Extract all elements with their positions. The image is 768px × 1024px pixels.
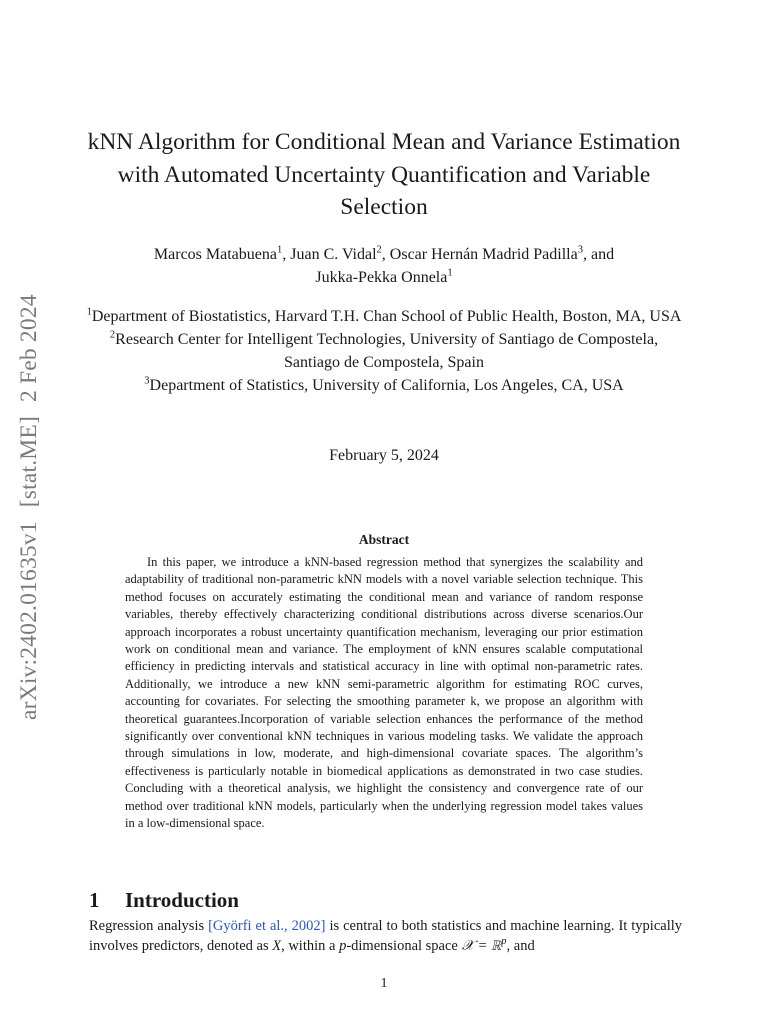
author: Oscar Hernán Madrid Padilla xyxy=(389,246,578,263)
intro-text: Regression analysis xyxy=(89,918,209,934)
affiliation-mark: 2 xyxy=(376,244,382,256)
citation-close-bracket[interactable]: ] xyxy=(320,918,326,934)
affiliation-text: Research Center for Intelligent Technologies, University of Santiago de Compostela, Santiago de Compostela, Spain xyxy=(115,331,659,371)
intro-text: , and xyxy=(506,938,535,954)
abstract-text: In this paper, we introduce a kNN-based regression method that synergizes the scalability and adaptability of traditional non-parametric kNN models with a novel variable selection technique. This method focuses on accurately estimating the conditional mean and variance of random response variables, thereby effectively characterizing conditional distributions across diverse scenarios.Our approach incorporates a robust uncertainty quantification mechanism, leveraging our prior estimation work on conditional mean and variance. The employment of kNN ensures scalable computational efficiency in predicting intervals and statistical accuracy in line with optimal non-parametric rates. Additionally, we introduce a new kNN semi-parametric algorithm for estimating ROC curves, accounting for covariates. For selecting the smoothing parameter k, we propose an algorithm with theoretical guarantees.Incorporation of variable selection enhances the performance of the method significantly over conventional kNN techniques in various modeling tasks. We validate the approach through simulations in low, moderate, and high-dimensional covariate spaces. The algorithm’s effectiveness is particularly notable in biomedical applications as demonstrated in two case studies. Concluding with a theoretical analysis, we highlight the consistency and convergence rate of our method over traditional kNN models, particularly when the underlying regression model takes values in a low-dimensional space. xyxy=(125,555,643,831)
author: Jukka-Pekka Onnela xyxy=(315,269,448,286)
arxiv-id[interactable]: arXiv:2402.01635v1 xyxy=(16,521,42,720)
section-number: 1 xyxy=(89,888,100,912)
author-list xyxy=(80,243,688,289)
arxiv-category: [stat.ME] xyxy=(16,416,42,508)
section-heading xyxy=(89,888,239,913)
arxiv-sidebar-stamp xyxy=(16,294,43,720)
affiliation-mark: 1 xyxy=(447,267,453,279)
math-variable: p xyxy=(339,938,347,954)
affiliation-mark: 1 xyxy=(86,306,92,318)
author-separator: , and xyxy=(582,246,615,263)
affiliation-mark: 1 xyxy=(276,244,283,256)
paper-date: February 5, 2024 xyxy=(329,447,439,464)
affiliation-list xyxy=(80,305,688,397)
math-variable: X xyxy=(272,938,282,954)
affiliation-text: Department of Biostatistics, Harvard T.H. Chan School of Public Health, Boston, MA, USA xyxy=(91,308,682,325)
intro-text: , within a xyxy=(281,938,340,954)
affiliation-mark: 2 xyxy=(109,329,116,341)
page-number: 1 xyxy=(380,976,388,991)
affiliation xyxy=(80,374,688,397)
intro-text: -dimensional space xyxy=(346,938,462,954)
math-superscript: p xyxy=(501,936,507,948)
arxiv-date: 2 Feb 2024 xyxy=(16,294,42,403)
author: Marcos Matabuena xyxy=(153,246,277,263)
section-title: Introduction xyxy=(125,888,239,912)
affiliation xyxy=(80,328,688,374)
math-expression: 𝒳 = ℝ xyxy=(461,938,502,954)
citation-open-bracket[interactable]: [ xyxy=(208,918,213,934)
affiliation-mark: 3 xyxy=(144,375,150,387)
affiliation-text: Department of Statistics, University of California, Los Angeles, CA, USA xyxy=(149,377,624,394)
paper-title: kNN Algorithm for Conditional Mean and Variance Estimation with Automated Uncertainty Quantification and Variable Selection xyxy=(87,129,681,220)
author-separator: , xyxy=(282,246,291,263)
citation-link[interactable]: Györfi et al., 2002 xyxy=(212,918,321,934)
affiliation-mark: 3 xyxy=(577,244,583,256)
intro-paragraph xyxy=(89,916,682,956)
author-separator: , xyxy=(381,246,390,263)
abstract-heading: Abstract xyxy=(358,532,410,547)
intro-text: is central to both statistics and machine learning. It typically involves predictors, denoted as xyxy=(89,918,683,954)
author: Juan C. Vidal xyxy=(290,246,377,263)
affiliation xyxy=(80,305,688,328)
